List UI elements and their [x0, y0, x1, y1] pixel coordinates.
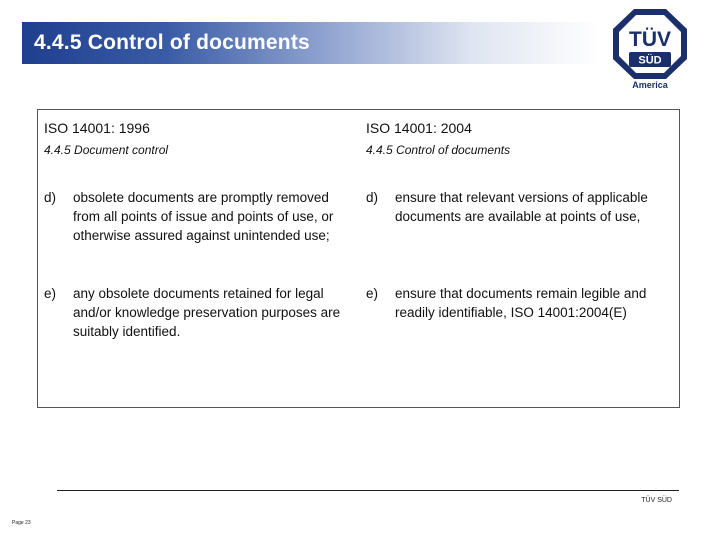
column-heading: ISO 14001: 2004	[366, 120, 472, 136]
footer-divider	[57, 490, 679, 491]
list-text: obsolete documents are promptly removed from all points of issue and points of use, or otherwise assured against unintended use;	[73, 190, 334, 243]
page-number: Page 23	[12, 520, 31, 526]
logo-region: America	[632, 80, 668, 90]
list-text: ensure that relevant versions of applicable documents are available at points of use,	[395, 190, 648, 224]
column-heading: ISO 14001: 1996	[44, 120, 150, 136]
title-bar	[22, 22, 600, 64]
list-text: any obsolete documents retained for legal and/or knowledge preservation purposes are suitably identified.	[73, 286, 341, 339]
logo-brand-bottom: SÜD	[638, 54, 662, 67]
list-marker: e)	[44, 286, 57, 301]
list-marker: e)	[366, 286, 379, 301]
list-text: ensure that documents remain legible and readily identifiable, ISO 14001:2004(E)	[395, 286, 647, 320]
list-marker: d)	[366, 190, 379, 205]
logo-brand-top: TÜV	[629, 28, 671, 51]
comparison-table	[37, 109, 680, 408]
tuv-sud-logo	[612, 8, 688, 98]
column-subheading: 4.4.5 Document control	[44, 143, 169, 157]
column-subheading: 4.4.5 Control of documents	[366, 143, 511, 157]
page-title: 4.4.5 Control of documents	[34, 31, 310, 54]
footer-brand: TÜV SÜD	[641, 497, 672, 504]
tuv-sud-octagon-icon	[612, 8, 688, 80]
list-marker: d)	[44, 190, 57, 205]
